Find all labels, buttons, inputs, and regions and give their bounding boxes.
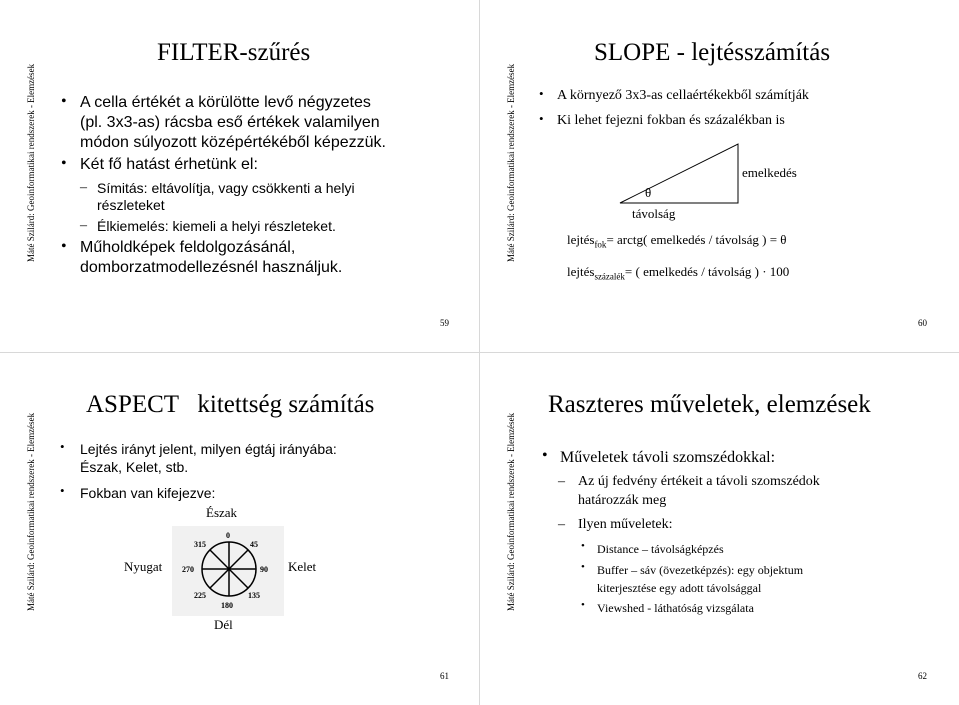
east-label: Kelet	[288, 559, 317, 574]
bullet-dot: •	[539, 111, 544, 126]
slide-title: SLOPE - lejtésszámítás	[594, 39, 831, 66]
dash-marker: –	[558, 474, 565, 489]
text-line: (pl. 3x3-as) rácsba eső értékek valamilyen	[80, 114, 380, 131]
slide-filter	[0, 0, 479, 352]
rise-label: emelkedés	[742, 165, 797, 180]
formula-degree	[567, 232, 787, 250]
deg-0-label: 0	[226, 531, 230, 540]
page-number: 62	[918, 671, 927, 681]
slide-aspect	[0, 353, 479, 705]
text-line: Fokban van kifejezve:	[80, 485, 216, 501]
text-line: Élkiemelés: kiemeli a helyi részleteket.	[97, 218, 336, 234]
text-line: Műholdképek feldolgozásánál,	[80, 239, 296, 256]
page-number: 61	[440, 671, 449, 681]
slope-triangle	[620, 144, 738, 203]
bullet-text: A környező 3x3-as cellaértékekből számítják	[557, 88, 809, 103]
side-label: Máté Szilárd: Geoinformatikai rendszerek - Elemzések	[26, 412, 36, 611]
deg-90-label: 90	[260, 565, 268, 574]
side-label: Máté Szilárd: Geoinformatikai rendszerek - Elemzések	[506, 412, 516, 611]
south-label: Dél	[214, 617, 233, 632]
text-line: határozzák meg	[578, 493, 667, 508]
run-label: távolság	[632, 206, 676, 221]
bullet-dot: •	[539, 86, 544, 101]
formula-main: lejtés	[567, 232, 595, 247]
dash-marker: –	[80, 180, 87, 195]
formula-rest: = ( emelkedés / távolság ) · 100	[624, 264, 790, 279]
north-label: Észak	[206, 505, 238, 520]
text-line: Distance – távolságképzés	[597, 542, 724, 556]
slide-slope	[480, 0, 959, 352]
bullet-text: Ki lehet fejezni fokban és százalékban is	[557, 113, 785, 128]
bullet-dot: •	[581, 540, 585, 552]
deg-45-label: 45	[250, 540, 258, 549]
deg-135-label: 135	[248, 591, 260, 600]
bullet-dot: •	[61, 155, 67, 172]
bullet-dot: •	[61, 238, 67, 255]
slope-triangle-diagram	[480, 0, 959, 352]
text-line: A cella értékét a körülötte levő négyzetes	[80, 94, 371, 111]
text-line: Ilyen műveletek:	[578, 517, 673, 532]
deg-225-label: 225	[194, 591, 206, 600]
west-label: Nyugat	[124, 559, 163, 574]
aspect-compass-diagram	[172, 526, 284, 616]
text-line: részleteket	[97, 197, 165, 213]
text-line: Észak, Kelet, stb.	[80, 459, 189, 475]
page-number: 59	[440, 318, 449, 328]
slide-title: FILTER-szűrés	[157, 39, 311, 66]
side-label: Máté Szilárd: Geoinformatikai rendszerek - Elemzések	[506, 63, 516, 262]
bullet-dot: •	[60, 483, 65, 498]
slide-title: ASPECT kitettség számítás	[86, 391, 375, 418]
text-line: Két fő hatást érhetünk el:	[80, 156, 258, 173]
slide-raster-operations	[480, 353, 959, 705]
text-line: domborzatmodellezésnél használjuk.	[80, 259, 343, 276]
deg-315-label: 315	[194, 540, 206, 549]
bullet-dot: •	[581, 599, 585, 611]
text-line: Viewshed - láthatóság vizsgálata	[597, 601, 754, 615]
slide-title: Raszteres műveletek, elemzések	[548, 391, 871, 418]
formula-main: lejtés	[567, 264, 595, 279]
theta-label: θ	[645, 185, 652, 200]
formula-sub: százalék	[594, 271, 625, 282]
formula-rest: = arctg( emelkedés / távolság ) = θ	[606, 232, 787, 247]
text-line: Műveletek távoli szomszédokkal:	[560, 449, 776, 466]
dash-marker: –	[80, 218, 87, 233]
text-line: módon súlyozott középértékéből képezzük.	[80, 134, 386, 151]
deg-270-label: 270	[182, 565, 194, 574]
formula-sub: fok	[594, 239, 607, 250]
deg-180-label: 180	[221, 601, 233, 610]
text-line: Símitás: eltávolítja, vagy csökkenti a helyi	[97, 180, 355, 196]
side-label: Máté Szilárd: Geoinformatikai rendszerek - Elemzések	[26, 63, 36, 262]
compass-spokes	[202, 542, 256, 596]
bullet-dot: •	[61, 93, 67, 110]
bullet-dot: •	[542, 447, 548, 464]
dash-marker: –	[558, 517, 565, 532]
text-line: kiterjesztése egy adott távolsággal	[597, 581, 762, 595]
text-line: Az új fedvény értékeit a távoli szomszédok	[578, 474, 820, 489]
text-line: Lejtés irányt jelent, milyen égtáj irányába:	[80, 441, 337, 457]
page-number: 60	[918, 318, 927, 328]
bullet-dot: •	[581, 561, 585, 573]
formula-percent	[567, 264, 789, 282]
text-line: Buffer – sáv (övezetképzés): egy objektum	[597, 563, 804, 577]
bullet-dot: •	[60, 439, 65, 454]
